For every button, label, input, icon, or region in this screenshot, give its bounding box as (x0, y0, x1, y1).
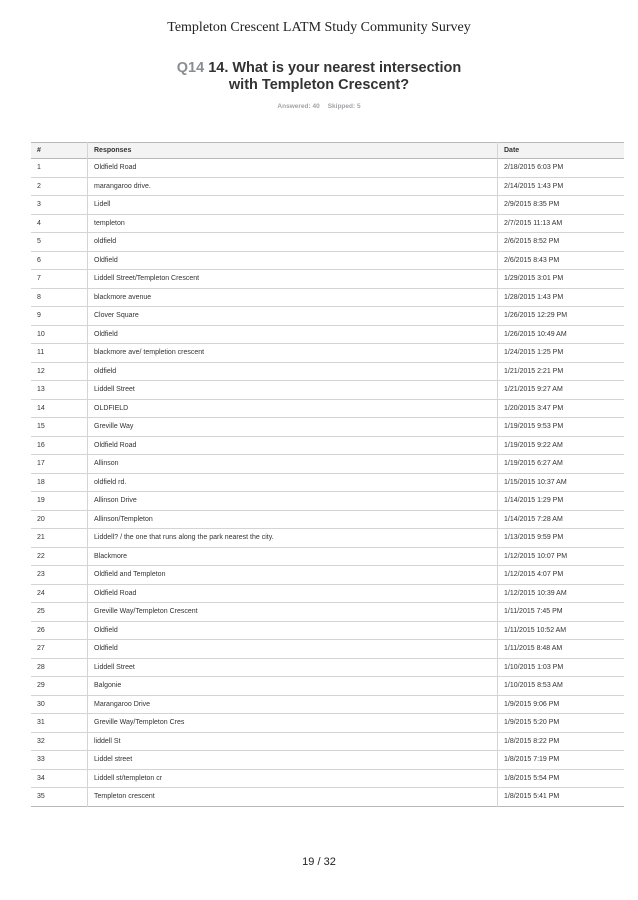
response-date: 1/9/2015 5:20 PM (498, 714, 625, 733)
response-text: Lidell (88, 196, 498, 215)
table-row (31, 325, 624, 344)
table-row (31, 381, 624, 400)
row-number: 32 (37, 737, 45, 745)
table-row (31, 529, 624, 548)
question-text-line2: with Templeton Crescent? (228, 77, 410, 93)
response-date: 1/8/2015 7:19 PM (498, 751, 625, 770)
response-text: Liddel street (88, 751, 498, 770)
table-row (31, 677, 624, 696)
response-text: OLDFIELD (88, 399, 498, 418)
table-row (31, 603, 624, 622)
table-row (31, 344, 624, 363)
response-date: 1/8/2015 8:22 PM (498, 732, 625, 751)
table-row (31, 640, 624, 659)
row-number: 7 (37, 275, 41, 283)
skipped-count: Skipped: 5 (327, 103, 361, 110)
response-text: Blackmore (88, 547, 498, 566)
table-row (31, 251, 624, 270)
response-stats (0, 103, 638, 110)
response-date: 1/19/2015 9:22 AM (498, 436, 625, 455)
response-text: Marangaroo Drive (88, 695, 498, 714)
table-row (31, 584, 624, 603)
responses-table-container (31, 142, 604, 807)
row-number: 19 (37, 497, 45, 505)
response-text: Liddell Street (88, 658, 498, 677)
response-date: 1/19/2015 6:27 AM (498, 455, 625, 474)
response-date: 1/13/2015 9:59 PM (498, 529, 625, 548)
row-number: 33 (37, 756, 45, 764)
table-row (31, 714, 624, 733)
row-number: 23 (37, 571, 45, 579)
response-date: 2/14/2015 1:43 PM (498, 177, 625, 196)
table-row (31, 455, 624, 474)
response-date: 2/6/2015 8:52 PM (498, 233, 625, 252)
row-number: 21 (37, 534, 45, 542)
response-text: Oldfield Road (88, 159, 498, 178)
table-row (31, 399, 624, 418)
table-row (31, 769, 624, 788)
response-text: blackmore ave/ templetion crescent (88, 344, 498, 363)
response-date: 1/29/2015 3:01 PM (498, 270, 625, 289)
row-number: 24 (37, 589, 45, 597)
question-title-line1 (0, 60, 638, 77)
table-row (31, 695, 624, 714)
table-row (31, 732, 624, 751)
response-date: 1/28/2015 1:43 PM (498, 288, 625, 307)
response-date: 1/9/2015 9:06 PM (498, 695, 625, 714)
row-number: 9 (37, 312, 41, 320)
response-date: 1/15/2015 10:37 AM (498, 473, 625, 492)
response-date: 1/20/2015 3:47 PM (498, 399, 625, 418)
table-row (31, 436, 624, 455)
response-text: Oldfield and Templeton (88, 566, 498, 585)
table-row (31, 418, 624, 437)
response-text: Liddell Street/Templeton Crescent (88, 270, 498, 289)
response-date: 1/21/2015 2:21 PM (498, 362, 625, 381)
response-date: 1/26/2015 12:29 PM (498, 307, 625, 326)
response-text: Allinson Drive (88, 492, 498, 511)
response-text: oldfield (88, 362, 498, 381)
response-date: 1/24/2015 1:25 PM (498, 344, 625, 363)
table-row (31, 196, 624, 215)
table-header-row (31, 143, 624, 159)
response-text: Oldfield (88, 640, 498, 659)
response-text: Oldfield (88, 325, 498, 344)
response-date: 1/8/2015 5:54 PM (498, 769, 625, 788)
row-number: 12 (37, 367, 45, 375)
table-row (31, 788, 624, 807)
row-number: 29 (37, 682, 45, 690)
row-number: 14 (37, 404, 45, 412)
table-row (31, 621, 624, 640)
response-text: templeton (88, 214, 498, 233)
question-text-line1: 14. What is your nearest intersection (208, 60, 462, 76)
response-text: oldfield rd. (88, 473, 498, 492)
table-row (31, 159, 624, 178)
row-number: 17 (37, 460, 45, 468)
response-date: 2/9/2015 8:35 PM (498, 196, 625, 215)
row-number: 8 (37, 293, 41, 301)
response-text: blackmore avenue (88, 288, 498, 307)
table-row (31, 510, 624, 529)
table-row (31, 362, 624, 381)
row-number: 3 (37, 201, 41, 209)
table-body (31, 159, 624, 807)
response-date: 2/7/2015 11:13 AM (498, 214, 625, 233)
table-row (31, 214, 624, 233)
table-row (31, 751, 624, 770)
row-number: 4 (37, 219, 41, 227)
response-date: 1/14/2015 1:29 PM (498, 492, 625, 511)
row-number: 16 (37, 441, 45, 449)
table-row (31, 566, 624, 585)
row-number: 18 (37, 478, 45, 486)
response-text: Greville Way/Templeton Cres (88, 714, 498, 733)
row-number: 1 (37, 164, 41, 172)
response-text: Liddell st/templeton cr (88, 769, 498, 788)
response-date: 1/26/2015 10:49 AM (498, 325, 625, 344)
response-date: 1/8/2015 5:41 PM (498, 788, 625, 807)
response-text: Templeton crescent (88, 788, 498, 807)
row-number: 26 (37, 626, 45, 634)
response-text: Liddell? / the one that runs along the park nearest the city. (88, 529, 498, 548)
response-text: Liddell Street (88, 381, 498, 400)
row-number: 15 (37, 423, 45, 431)
table-row (31, 492, 624, 511)
column-header-date: Date (498, 143, 625, 159)
page-number: 19 / 32 (302, 856, 336, 868)
responses-table (31, 142, 624, 807)
question-id: Q14 (176, 60, 205, 76)
response-text: oldfield (88, 233, 498, 252)
response-date: 1/11/2015 7:45 PM (498, 603, 625, 622)
response-date: 1/11/2015 10:52 AM (498, 621, 625, 640)
column-header-number: # (37, 147, 41, 154)
response-date: 1/10/2015 8:53 AM (498, 677, 625, 696)
table-row (31, 288, 624, 307)
row-number: 22 (37, 552, 45, 560)
response-date: 1/12/2015 10:07 PM (498, 547, 625, 566)
question-title (0, 60, 638, 94)
table-row (31, 177, 624, 196)
response-date: 2/18/2015 6:03 PM (498, 159, 625, 178)
response-text: Allinson (88, 455, 498, 474)
response-text: liddell St (88, 732, 498, 751)
response-text: marangaroo drive. (88, 177, 498, 196)
row-number: 20 (37, 515, 45, 523)
response-date: 1/19/2015 9:53 PM (498, 418, 625, 437)
response-text: Greville Way/Templeton Crescent (88, 603, 498, 622)
document-header: Templeton Crescent LATM Study Community Survey (167, 20, 471, 35)
response-text: Oldfield (88, 621, 498, 640)
row-number: 30 (37, 700, 45, 708)
response-text: Allinson/Templeton (88, 510, 498, 529)
row-number: 10 (37, 330, 45, 338)
response-date: 1/11/2015 8:48 AM (498, 640, 625, 659)
response-text: Oldfield (88, 251, 498, 270)
row-number: 27 (37, 645, 45, 653)
response-text: Clover Square (88, 307, 498, 326)
response-text: Greville Way (88, 418, 498, 437)
table-row (31, 270, 624, 289)
response-date: 1/12/2015 10:39 AM (498, 584, 625, 603)
row-number: 34 (37, 774, 45, 782)
response-date: 1/12/2015 4:07 PM (498, 566, 625, 585)
response-text: Oldfield Road (88, 436, 498, 455)
response-date: 1/10/2015 1:03 PM (498, 658, 625, 677)
table-row (31, 547, 624, 566)
response-date: 2/6/2015 8:43 PM (498, 251, 625, 270)
row-number: 6 (37, 256, 41, 264)
row-number: 11 (37, 349, 45, 357)
response-text: Oldfield Road (88, 584, 498, 603)
table-row (31, 658, 624, 677)
response-date: 1/21/2015 9:27 AM (498, 381, 625, 400)
row-number: 35 (37, 793, 45, 801)
table-row (31, 307, 624, 326)
row-number: 2 (37, 182, 41, 190)
row-number: 28 (37, 663, 45, 671)
response-date: 1/14/2015 7:28 AM (498, 510, 625, 529)
column-header-responses: Responses (88, 143, 498, 159)
table-row (31, 473, 624, 492)
response-text: Balgonie (88, 677, 498, 696)
table-row (31, 233, 624, 252)
row-number: 13 (37, 386, 45, 394)
row-number: 5 (37, 238, 41, 246)
answered-count: Answered: 40 (277, 103, 320, 110)
row-number: 31 (37, 719, 45, 727)
row-number: 25 (37, 608, 45, 616)
